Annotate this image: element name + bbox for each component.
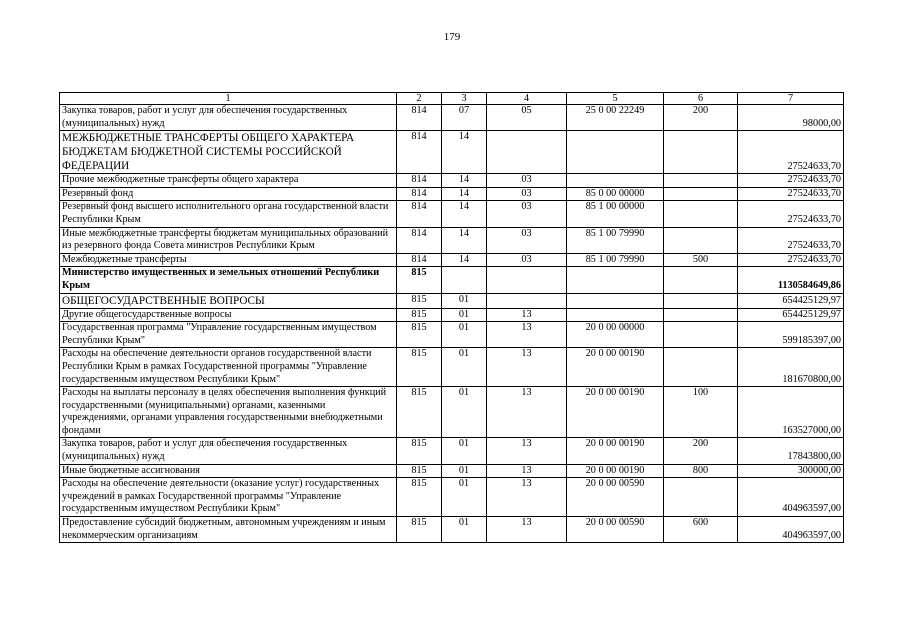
row-target-article-cell [567, 174, 664, 188]
row-amount-cell: 163527000,00 [738, 387, 844, 438]
table-row [60, 131, 844, 174]
row-target-article-cell: 85 1 00 79990 [567, 253, 664, 267]
header-cell: 5 [567, 93, 664, 105]
header-cell: 7 [738, 93, 844, 105]
row-target-article-cell: 85 1 00 79990 [567, 227, 664, 253]
table-row [60, 517, 844, 543]
row-subsection-cell: 13 [487, 464, 567, 478]
row-admin-code-cell: 815 [397, 387, 442, 438]
table-row [60, 105, 844, 131]
row-name-cell: Резервный фонд [60, 187, 397, 201]
row-admin-code-cell: 815 [397, 464, 442, 478]
row-amount-cell: 300000,00 [738, 464, 844, 478]
row-amount-cell: 27524633,70 [738, 253, 844, 267]
row-name-cell: ОБЩЕГОСУДАРСТВЕННЫЕ ВОПРОСЫ [60, 293, 397, 308]
row-admin-code-cell: 815 [397, 322, 442, 348]
row-amount-cell: 404963597,00 [738, 517, 844, 543]
row-expense-type-cell: 600 [664, 517, 738, 543]
row-subsection-cell: 03 [487, 187, 567, 201]
row-admin-code-cell: 814 [397, 201, 442, 227]
table-row [60, 387, 844, 438]
row-subsection-cell [487, 131, 567, 174]
row-subsection-cell: 13 [487, 517, 567, 543]
row-section-cell: 14 [442, 131, 487, 174]
row-name-cell: Предоставление субсидий бюджетным, автономным учреждениям и иным некоммерческим организациям [60, 517, 397, 543]
row-subsection-cell [487, 293, 567, 308]
row-admin-code-cell: 814 [397, 227, 442, 253]
row-target-article-cell: 20 0 00 00000 [567, 322, 664, 348]
row-amount-cell: 654425129,97 [738, 308, 844, 322]
row-name-cell: Межбюджетные трансферты [60, 253, 397, 267]
row-subsection-cell: 03 [487, 227, 567, 253]
row-name-cell: МЕЖБЮДЖЕТНЫЕ ТРАНСФЕРТЫ ОБЩЕГО ХАРАКТЕРА БЮДЖЕТАМ БЮДЖЕТНОЙ СИСТЕМЫ РОССИЙСКОЙ ФЕДЕРАЦИИ [60, 131, 397, 174]
row-section-cell: 14 [442, 227, 487, 253]
row-name-cell: Министерство имущественных и земельных отношений Республики Крым [60, 267, 397, 293]
row-admin-code-cell: 814 [397, 253, 442, 267]
row-amount-cell: 27524633,70 [738, 174, 844, 188]
table-row [60, 322, 844, 348]
row-admin-code-cell: 815 [397, 517, 442, 543]
row-target-article-cell [567, 308, 664, 322]
row-expense-type-cell [664, 131, 738, 174]
row-target-article-cell: 20 0 00 00590 [567, 517, 664, 543]
row-amount-cell: 27524633,70 [738, 201, 844, 227]
row-expense-type-cell [664, 187, 738, 201]
row-section-cell [442, 267, 487, 293]
row-name-cell: Закупка товаров, работ и услуг для обеспечения государственных (муниципальных) нужд [60, 105, 397, 131]
row-subsection-cell: 13 [487, 387, 567, 438]
row-name-cell: Прочие межбюджетные трансферты общего характера [60, 174, 397, 188]
row-expense-type-cell: 500 [664, 253, 738, 267]
row-expense-type-cell: 800 [664, 464, 738, 478]
row-section-cell: 01 [442, 387, 487, 438]
row-name-cell: Другие общегосударственные вопросы [60, 308, 397, 322]
table-row [60, 253, 844, 267]
row-name-cell: Резервный фонд высшего исполнительного органа государственной власти Республики Крым [60, 201, 397, 227]
row-admin-code-cell: 814 [397, 131, 442, 174]
header-cell: 2 [397, 93, 442, 105]
row-expense-type-cell [664, 308, 738, 322]
row-amount-cell: 599185397,00 [738, 322, 844, 348]
row-amount-cell: 17843800,00 [738, 438, 844, 464]
row-expense-type-cell: 200 [664, 438, 738, 464]
row-admin-code-cell: 814 [397, 105, 442, 131]
row-expense-type-cell [664, 293, 738, 308]
row-section-cell: 14 [442, 201, 487, 227]
row-amount-cell: 654425129,97 [738, 293, 844, 308]
row-section-cell: 01 [442, 308, 487, 322]
row-target-article-cell: 85 0 00 00000 [567, 187, 664, 201]
row-admin-code-cell: 815 [397, 438, 442, 464]
table-row [60, 464, 844, 478]
table-header-row [60, 93, 844, 105]
row-amount-cell: 27524633,70 [738, 131, 844, 174]
row-section-cell: 01 [442, 478, 487, 517]
page-number: 179 [443, 31, 461, 43]
row-target-article-cell: 25 0 00 22249 [567, 105, 664, 131]
table-row [60, 267, 844, 293]
row-section-cell: 07 [442, 105, 487, 131]
table-row [60, 174, 844, 188]
row-subsection-cell: 03 [487, 201, 567, 227]
row-target-article-cell: 20 0 00 00190 [567, 348, 664, 387]
row-subsection-cell [487, 267, 567, 293]
row-name-cell: Расходы на выплаты персоналу в целях обеспечения выполнения функций государственными (муниципальными) органами, казенными учреждениями, органами управления государственными внебюджетными фондами [60, 387, 397, 438]
table-row [60, 478, 844, 517]
row-section-cell: 01 [442, 517, 487, 543]
row-expense-type-cell [664, 267, 738, 293]
row-name-cell: Иные бюджетные ассигнования [60, 464, 397, 478]
row-target-article-cell [567, 293, 664, 308]
table-row [60, 438, 844, 464]
row-expense-type-cell [664, 348, 738, 387]
row-amount-cell: 27524633,70 [738, 227, 844, 253]
table-row [60, 293, 844, 308]
row-expense-type-cell [664, 201, 738, 227]
row-expense-type-cell [664, 174, 738, 188]
row-expense-type-cell [664, 478, 738, 517]
row-subsection-cell: 05 [487, 105, 567, 131]
row-target-article-cell [567, 267, 664, 293]
row-target-article-cell: 20 0 00 00190 [567, 438, 664, 464]
row-expense-type-cell [664, 227, 738, 253]
row-name-cell: Закупка товаров, работ и услуг для обеспечения государственных (муниципальных) нужд [60, 438, 397, 464]
row-target-article-cell: 85 1 00 00000 [567, 201, 664, 227]
row-target-article-cell [567, 131, 664, 174]
row-name-cell: Государственная программа "Управление государственным имуществом Республики Крым" [60, 322, 397, 348]
row-subsection-cell: 03 [487, 174, 567, 188]
row-amount-cell: 181670800,00 [738, 348, 844, 387]
row-section-cell: 01 [442, 464, 487, 478]
row-expense-type-cell: 100 [664, 387, 738, 438]
header-cell: 4 [487, 93, 567, 105]
row-admin-code-cell: 815 [397, 348, 442, 387]
row-admin-code-cell: 815 [397, 293, 442, 308]
header-cell: 1 [60, 93, 397, 105]
row-admin-code-cell: 814 [397, 187, 442, 201]
table-row [60, 187, 844, 201]
table-row [60, 201, 844, 227]
row-section-cell: 14 [442, 253, 487, 267]
row-expense-type-cell: 200 [664, 105, 738, 131]
header-cell: 3 [442, 93, 487, 105]
row-subsection-cell: 13 [487, 348, 567, 387]
row-subsection-cell: 13 [487, 322, 567, 348]
row-section-cell: 01 [442, 293, 487, 308]
row-amount-cell: 404963597,00 [738, 478, 844, 517]
row-target-article-cell: 20 0 00 00190 [567, 387, 664, 438]
row-subsection-cell: 13 [487, 438, 567, 464]
row-amount-cell: 1130584649,86 [738, 267, 844, 293]
row-amount-cell: 27524633,70 [738, 187, 844, 201]
row-target-article-cell: 20 0 00 00590 [567, 478, 664, 517]
table-row [60, 227, 844, 253]
row-expense-type-cell [664, 322, 738, 348]
row-subsection-cell: 13 [487, 308, 567, 322]
row-amount-cell: 98000,00 [738, 105, 844, 131]
table-row [60, 308, 844, 322]
row-section-cell: 14 [442, 174, 487, 188]
row-section-cell: 14 [442, 187, 487, 201]
row-admin-code-cell: 815 [397, 308, 442, 322]
row-subsection-cell: 03 [487, 253, 567, 267]
row-admin-code-cell: 815 [397, 267, 442, 293]
row-admin-code-cell: 815 [397, 478, 442, 517]
budget-table [59, 92, 844, 543]
row-section-cell: 01 [442, 348, 487, 387]
header-cell: 6 [664, 93, 738, 105]
row-name-cell: Расходы на обеспечение деятельности (оказание услуг) государственных учреждений в рамках Государственной программы "Управление государственным имуществом Республики Крым" [60, 478, 397, 517]
row-name-cell: Расходы на обеспечение деятельности органов государственной власти Республики Крым в рамках Государственной программы "Управление государственным имуществом Республики Крым" [60, 348, 397, 387]
row-section-cell: 01 [442, 438, 487, 464]
row-admin-code-cell: 814 [397, 174, 442, 188]
row-subsection-cell: 13 [487, 478, 567, 517]
row-section-cell: 01 [442, 322, 487, 348]
row-target-article-cell: 20 0 00 00190 [567, 464, 664, 478]
table-row [60, 348, 844, 387]
row-name-cell: Иные межбюджетные трансферты бюджетам муниципальных образований из резервного фонда Совета министров Республики Крым [60, 227, 397, 253]
